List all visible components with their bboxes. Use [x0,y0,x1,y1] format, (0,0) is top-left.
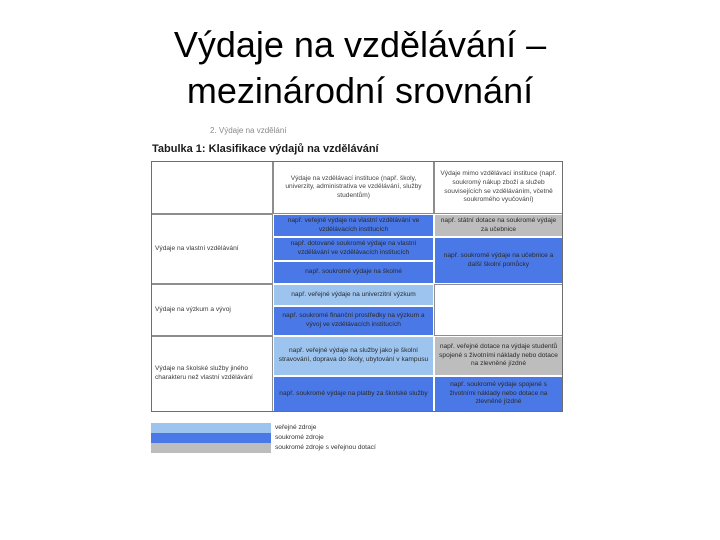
row-label-core-education: Výdaje na vlastní vzdělávání [151,214,273,284]
classification-table [151,161,563,412]
legend-swatch-public [151,423,271,433]
slide-title-line-2: mezinárodní srovnání [186,70,534,111]
slide-title [0,22,720,114]
legend-item-private [151,433,391,443]
slide-title-line-1: Výdaje na vzdělávání – [173,24,547,65]
cell-ancillary-public-institutions: např. veřejné výdaje na služby jako je školní stravování, doprava do školy, ubytování v kampusu [273,336,434,376]
legend-swatch-private [151,433,271,443]
section-caption: 2. Výdaje na vzdělání [210,126,287,135]
legend-item-public [151,423,391,433]
cell-research-outside-empty [434,284,563,336]
legend-item-subsidised [151,443,391,453]
header-outside-institutions-cell: Výdaje mimo vzdělávací instituce (např. soukromý nákup zboží a služeb souvisejících se vzděláváním, včetně soukromého vyučování) [434,161,563,214]
cell-ancillary-private-outside: např. soukromé výdaje spojené s životními náklady nebo dotace na zlevněné jízdné [434,376,563,412]
row-label-ancillary-services: Výdaje na školské služby jiného charakteru než vlastní vzdělávání [151,336,273,412]
cell-core-private-institutions: např. soukromé výdaje na školné [273,261,434,284]
cell-research-private-institutions: např. soukromé finanční prostředky na výzkum a vývoj ve vzdělávacích institucích [273,306,434,336]
legend [151,423,391,453]
cell-core-private-outside: např. soukromé výdaje na učebnice a další školní pomůcky [434,237,563,284]
cell-core-subsidised-outside: např. státní dotace na soukromé výdaje za učebnice [434,214,563,237]
cell-ancillary-private-institutions: např. soukromé výdaje na platby za školské služby [273,376,434,412]
legend-swatch-subsidised [151,443,271,453]
cell-research-public-institutions: např. veřejné výdaje na univerzitní výzkum [273,284,434,306]
legend-label-subsidised: soukromé zdroje s veřejnou dotací [275,444,376,451]
legend-label-public: veřejné zdroje [275,424,317,431]
table-title: Tabulka 1: Klasifikace výdajů na vzdělávání [152,143,379,155]
cell-core-subsidised-institutions: např. dotované soukromé výdaje na vlastní vzdělávání ve vzdělávacích institucích [273,237,434,261]
cell-ancillary-subsidised-outside: např. veřejné dotace na výdaje studentů spojené s životními náklady nebo dotace na zlevněné jízdné [434,336,563,376]
header-corner-cell [151,161,273,214]
row-label-research: Výdaje na výzkum a vývoj [151,284,273,336]
header-institutions-cell: Výdaje na vzdělávací instituce (např. školy, univerzity, administrativa ve vzdělávání, služby studentům) [273,161,434,214]
cell-core-public-institutions: např. veřejné výdaje na vlastní vzdělávání ve vzdělávacích institucích [273,214,434,237]
legend-label-private: soukromé zdroje [275,434,324,441]
